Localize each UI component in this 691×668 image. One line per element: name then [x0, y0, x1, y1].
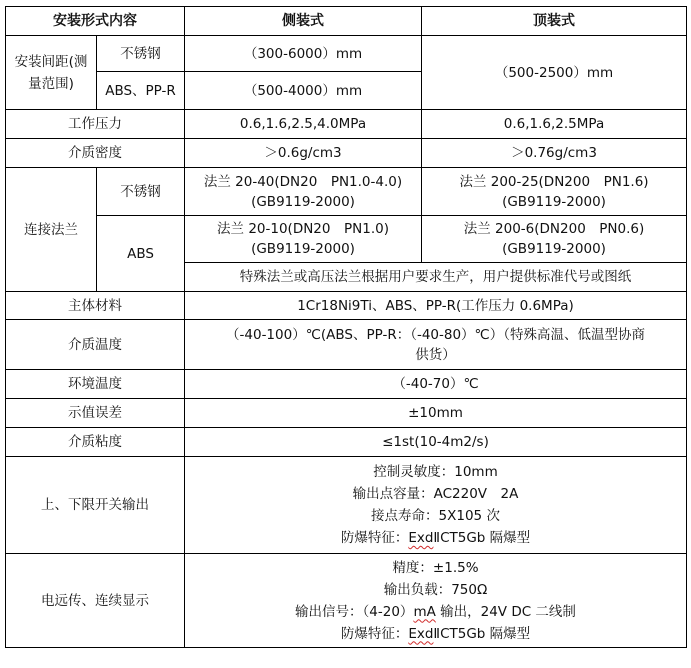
sub-label-stainless: 不锈钢 [97, 36, 185, 72]
side-flange-stainless-standard: (GB9119-2000) [251, 193, 355, 210]
remote-explosion-proof [188, 623, 683, 645]
material-value: 1Cr18Ni9Ti、ABS、PP-R(工作压力 0.6MPa) [185, 292, 687, 320]
remote-output-value [185, 554, 687, 648]
top-density: ＞0.76g/cm3 [422, 139, 687, 168]
header-side-mounted: 侧装式 [185, 7, 422, 36]
top-flange-abs-standard: (GB9119-2000) [502, 241, 606, 257]
top-flange-stainless-spec: 法兰 200-25(DN200 PN1.6) [459, 173, 649, 190]
remote-output-signal-wiring: 输出，24V DC 二线制 [435, 603, 576, 620]
sub-label-abs-ppr: ABS、PP-R [97, 72, 185, 110]
switch-sensitivity: 控制灵敏度：10mm [373, 464, 498, 480]
top-flange-abs [422, 216, 687, 263]
row-label-install-spacing: 安装间距(测量范围) [6, 36, 97, 110]
side-flange-abs-standard: (GB9119-2000) [251, 241, 355, 257]
table-row-switch-output [6, 457, 687, 554]
table-row-flange-stainless [6, 168, 687, 216]
table-row-ambient-temperature [6, 370, 687, 399]
remote-output-signal-label: 输出信号：（4-20） [295, 603, 414, 620]
switch-output-value [185, 457, 687, 554]
top-flange-stainless-standard: (GB9119-2000) [502, 193, 606, 210]
side-flange-stainless [185, 168, 422, 216]
flange-special-note: 特殊法兰或高压法兰根据用户要求生产，用户提供标准代号或图纸 [185, 263, 687, 292]
table-row-spacing-stainless [6, 36, 687, 72]
table-header-row [6, 7, 687, 36]
remote-explosion-proof-label: 防爆特征： [340, 625, 409, 642]
table-row-indication-error [6, 399, 687, 428]
top-spacing: （500-2500）mm [422, 36, 687, 110]
row-label-pressure: 工作压力 [6, 110, 185, 139]
side-spacing-stainless: （300-6000）mm [185, 36, 422, 72]
ambient-temperature-value: （-40-70）℃ [185, 370, 687, 399]
medium-temperature-value [185, 320, 687, 370]
side-flange-abs-spec: 法兰 20-10(DN20 PN1.0) [217, 221, 389, 237]
sub-label-flange-abs: ABS [97, 216, 185, 292]
remote-explosion-proof-class: ⅡCT5Gb 隔爆型 [433, 625, 531, 642]
remote-accuracy: 精度：±1.5% [392, 559, 479, 576]
side-density: ＞0.6g/cm3 [185, 139, 422, 168]
top-flange-stainless [422, 168, 687, 216]
header-install-type: 安装形式内容 [6, 7, 185, 36]
sub-label-flange-stainless: 不锈钢 [97, 168, 185, 216]
switch-explosion-proof-code: Exd [408, 530, 434, 546]
side-pressure: 0.6,1.6,2.5,4.0MPa [185, 110, 422, 139]
row-label-medium-temperature: 介质温度 [6, 320, 185, 370]
header-top-mounted: 顶装式 [422, 7, 687, 36]
table-row-density [6, 139, 687, 168]
side-flange-stainless-spec: 法兰 20-40(DN20 PN1.0-4.0) [203, 173, 403, 190]
row-label-remote-output: 电远传、连续显示 [6, 554, 185, 648]
remote-explosion-proof-code: Exd [408, 625, 434, 642]
medium-temperature-line-2: 供货） [415, 346, 456, 363]
remote-output-signal-unit: mA [413, 603, 436, 620]
side-flange-abs [185, 216, 422, 263]
medium-temperature-line-1: （-40-100）℃(ABS、PP-R：（-40-80）℃）（特殊高温、低温型协商 [226, 326, 645, 343]
table-row-remote-output [6, 554, 687, 648]
row-label-indication-error: 示值误差 [6, 399, 185, 428]
switch-explosion-proof-class: ⅡCT5Gb 隔爆型 [433, 530, 531, 546]
row-label-switch-output: 上、下限开关输出 [6, 457, 185, 554]
table-row-flange-abs [6, 216, 687, 263]
top-flange-abs-spec: 法兰 200-6(DN200 PN0.6) [463, 221, 645, 237]
remote-output-load: 输出负载：750Ω [383, 581, 488, 598]
table-row-medium-temperature [6, 320, 687, 370]
table-row-viscosity [6, 428, 687, 457]
row-label-flange: 连接法兰 [6, 168, 97, 292]
top-pressure: 0.6,1.6,2.5MPa [422, 110, 687, 139]
switch-contact-life: 接点寿命：5X105 次 [371, 508, 500, 524]
table-row-pressure [6, 110, 687, 139]
switch-explosion-proof [188, 527, 683, 549]
indication-error-value: ±10mm [185, 399, 687, 428]
row-label-material: 主体材料 [6, 292, 185, 320]
side-spacing-plastic: （500-4000）mm [185, 72, 422, 110]
viscosity-value: ≤1st(10-4m2/s) [185, 428, 687, 457]
row-label-viscosity: 介质粘度 [6, 428, 185, 457]
specification-table [5, 6, 687, 648]
remote-output-signal [188, 601, 683, 623]
row-label-ambient-temperature: 环境温度 [6, 370, 185, 399]
table-row-material [6, 292, 687, 320]
switch-contact-capacity: 输出点容量：AC220V 2A [352, 486, 519, 502]
switch-explosion-proof-label: 防爆特征： [340, 530, 409, 546]
row-label-density: 介质密度 [6, 139, 185, 168]
